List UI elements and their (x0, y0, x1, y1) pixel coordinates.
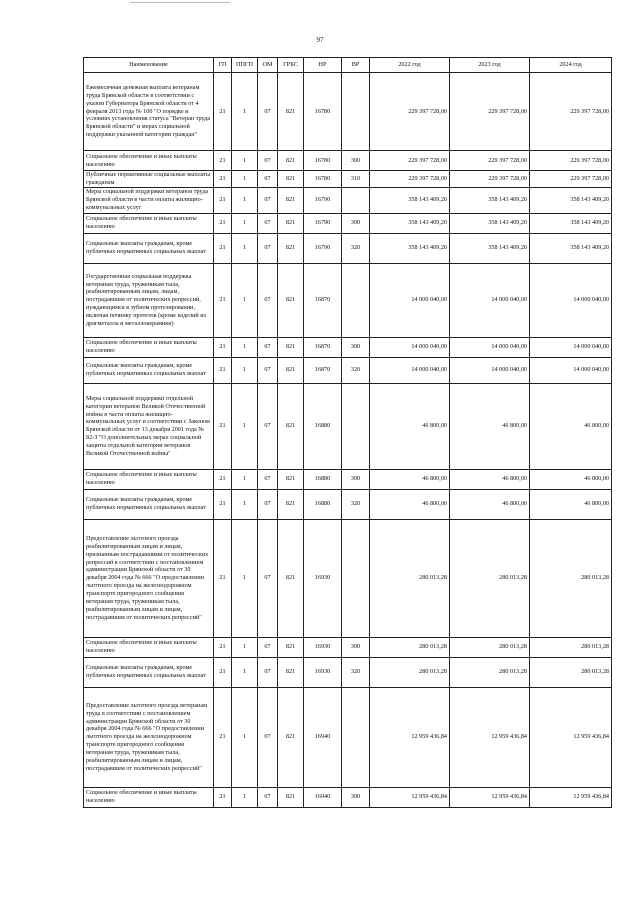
row-gp: 21 (214, 637, 232, 657)
row-ppgp: 1 (232, 171, 258, 188)
row-amount-2024: 46 800,00 (530, 383, 612, 469)
table-row (84, 213, 612, 233)
row-nr: 16780 (304, 171, 342, 188)
row-amount-2023: 46 800,00 (450, 489, 530, 519)
row-amount-2022: 229 397 728,00 (370, 171, 450, 188)
row-gp: 21 (214, 171, 232, 188)
row-name: Социальные выплаты гражданам, кроме публичных нормативных социальных выплат (84, 233, 214, 263)
row-gp: 21 (214, 787, 232, 807)
row-name: Социальные выплаты гражданам, кроме публичных нормативных социальных выплат (84, 657, 214, 687)
row-amount-2024: 12 959 436,84 (530, 787, 612, 807)
row-nr: 16930 (304, 657, 342, 687)
table-row (84, 187, 612, 213)
row-ppgp: 1 (232, 519, 258, 637)
row-name: Социальное обеспечение и иные выплаты населению (84, 787, 214, 807)
row-ppgp: 1 (232, 787, 258, 807)
table-row (84, 383, 612, 469)
row-amount-2024: 280 013,28 (530, 519, 612, 637)
row-nr: 16940 (304, 687, 342, 787)
row-om: 07 (258, 489, 278, 519)
row-om: 07 (258, 233, 278, 263)
row-amount-2024: 229 397 728,00 (530, 73, 612, 151)
row-amount-2023: 358 143 409,20 (450, 187, 530, 213)
row-ppgp: 1 (232, 213, 258, 233)
row-amount-2024: 14 000 040,00 (530, 357, 612, 383)
row-ppgp: 1 (232, 383, 258, 469)
budget-table (83, 57, 612, 808)
table-row (84, 469, 612, 489)
row-om: 07 (258, 337, 278, 357)
row-amount-2022: 280 013,28 (370, 519, 450, 637)
row-grbs: 821 (278, 519, 304, 637)
row-gp: 21 (214, 489, 232, 519)
row-vr (342, 73, 370, 151)
row-ppgp: 1 (232, 187, 258, 213)
row-nr: 16790 (304, 213, 342, 233)
row-om: 07 (258, 469, 278, 489)
row-vr (342, 383, 370, 469)
row-name: Предоставление льготного проезда реабилитированным лицам и лицам, признанным пострадавшими от политических репрессий в соответствии с постановлением администрации Брянской области от 30 декабря 2004 года № 666 "О предоставлении льготного проезда на железнодорожном транспорте пригородного сообщения ветеранам труда, труженикам тыла, реабилитированным лицам и лицам, пострадавшим от политических репрессий" (84, 519, 214, 637)
row-grbs: 821 (278, 213, 304, 233)
row-name: Ежемесячная денежная выплата ветеранам труда Брянской области в соответствии с указом Губернатора Брянской области от 4 февраля 2013 года № 100 "О порядке и условиях установления статуса "Ветеран труда Брянской области" и мерах социальной поддержки указанной категории граждан" (84, 73, 214, 151)
row-amount-2024: 280 013,28 (530, 637, 612, 657)
row-amount-2024: 46 800,00 (530, 489, 612, 519)
row-gp: 21 (214, 687, 232, 787)
row-amount-2024: 14 000 040,00 (530, 337, 612, 357)
row-nr: 16880 (304, 489, 342, 519)
row-om: 07 (258, 187, 278, 213)
row-name: Социальные выплаты гражданам, кроме публичных нормативных социальных выплат (84, 489, 214, 519)
row-vr: 310 (342, 171, 370, 188)
row-grbs: 821 (278, 337, 304, 357)
row-amount-2023: 280 013,28 (450, 519, 530, 637)
row-amount-2022: 12 959 436,84 (370, 687, 450, 787)
table-row (84, 73, 612, 151)
row-ppgp: 1 (232, 657, 258, 687)
row-name: Социальное обеспечение и иные выплаты населению (84, 469, 214, 489)
scan-artifact-line (130, 2, 230, 3)
table-row (84, 263, 612, 337)
table-row (84, 151, 612, 171)
row-name: Социальные выплаты гражданам, кроме публичных нормативных социальных выплат (84, 357, 214, 383)
row-grbs: 821 (278, 263, 304, 337)
row-nr: 16930 (304, 637, 342, 657)
row-amount-2023: 12 959 436,84 (450, 687, 530, 787)
row-ppgp: 1 (232, 337, 258, 357)
row-vr: 300 (342, 637, 370, 657)
row-vr: 300 (342, 151, 370, 171)
row-name: Социальное обеспечение и иные выплаты населению (84, 337, 214, 357)
row-nr: 16940 (304, 787, 342, 807)
row-amount-2024: 358 143 409,20 (530, 213, 612, 233)
row-amount-2023: 12 959 436,84 (450, 787, 530, 807)
row-amount-2023: 358 143 409,20 (450, 233, 530, 263)
row-vr: 320 (342, 357, 370, 383)
table-row (84, 337, 612, 357)
row-grbs: 821 (278, 787, 304, 807)
row-gp: 21 (214, 233, 232, 263)
row-vr: 300 (342, 337, 370, 357)
row-name: Меры социальной поддержки ветеранов труда Брянской области в части оплаты жилищно-коммунальных услуг (84, 187, 214, 213)
row-vr: 300 (342, 787, 370, 807)
row-grbs: 821 (278, 233, 304, 263)
table-row (84, 657, 612, 687)
table-header-row (84, 58, 612, 73)
row-om: 07 (258, 357, 278, 383)
row-amount-2023: 14 000 040,00 (450, 263, 530, 337)
row-gp: 21 (214, 519, 232, 637)
row-amount-2022: 46 800,00 (370, 383, 450, 469)
row-name: Государственная социальная поддержка ветеранам труда, труженикам тыла, реабилитированным лицам, лицам, пострадавшим от политических репрессий, нуждающимся в зубном протезировании, включая починку протезов (кроме изделий из драгметалла и металлокерамики) (84, 263, 214, 337)
row-amount-2022: 358 143 409,20 (370, 233, 450, 263)
row-amount-2022: 358 143 409,20 (370, 213, 450, 233)
row-gp: 21 (214, 337, 232, 357)
row-amount-2023: 46 800,00 (450, 383, 530, 469)
row-grbs: 821 (278, 171, 304, 188)
page-number: 97 (316, 36, 324, 44)
row-nr: 16780 (304, 151, 342, 171)
row-amount-2022: 14 000 040,00 (370, 263, 450, 337)
header-2024: 2024 год (530, 58, 612, 73)
row-vr (342, 519, 370, 637)
row-vr (342, 187, 370, 213)
row-amount-2022: 14 000 040,00 (370, 337, 450, 357)
row-amount-2024: 229 397 728,00 (530, 151, 612, 171)
row-om: 07 (258, 657, 278, 687)
row-name: Предоставление льготного проезда ветеранам труда в соответствии с постановлением администрации Брянской области от 30 декабря 2004 года № 666 "О предоставлении льготного проезда на железнодорожном транспорте пригородного сообщения ветеранам труда, труженикам тыла, реабилитированным лицам и лицам, пострадавшим от политических репрессий" (84, 687, 214, 787)
row-nr: 16790 (304, 187, 342, 213)
row-nr: 16930 (304, 519, 342, 637)
row-grbs: 821 (278, 469, 304, 489)
row-amount-2024: 358 143 409,20 (530, 187, 612, 213)
row-gp: 21 (214, 469, 232, 489)
row-amount-2022: 229 397 728,00 (370, 151, 450, 171)
row-nr: 16870 (304, 357, 342, 383)
row-amount-2022: 14 000 040,00 (370, 357, 450, 383)
header-2023: 2023 год (450, 58, 530, 73)
row-gp: 21 (214, 657, 232, 687)
row-gp: 21 (214, 187, 232, 213)
row-vr (342, 687, 370, 787)
row-amount-2022: 358 143 409,20 (370, 187, 450, 213)
row-nr: 16790 (304, 233, 342, 263)
row-ppgp: 1 (232, 233, 258, 263)
row-nr: 16870 (304, 263, 342, 337)
row-grbs: 821 (278, 357, 304, 383)
row-om: 07 (258, 73, 278, 151)
header-vr: ВР (342, 58, 370, 73)
row-grbs: 821 (278, 687, 304, 787)
table-row (84, 787, 612, 807)
row-nr: 16880 (304, 383, 342, 469)
row-amount-2024: 12 959 436,84 (530, 687, 612, 787)
row-om: 07 (258, 519, 278, 637)
table-row (84, 687, 612, 787)
row-gp: 21 (214, 73, 232, 151)
row-vr: 300 (342, 469, 370, 489)
row-gp: 21 (214, 383, 232, 469)
row-grbs: 821 (278, 489, 304, 519)
row-amount-2024: 280 013,28 (530, 657, 612, 687)
row-amount-2023: 229 397 728,00 (450, 151, 530, 171)
row-name: Меры социальной поддержки отдельной категории ветеранов Великой Отечественной войны в части оплаты жилищно-коммунальных услуг в соответствии с Законом Брянской области от 13 декабря 2001 года № 82-З "О дополнительных мерах социальной защиты отдельной категории ветеранов Великой Отечественной войны" (84, 383, 214, 469)
row-amount-2022: 46 800,00 (370, 489, 450, 519)
row-amount-2023: 280 013,28 (450, 657, 530, 687)
row-amount-2022: 280 013,28 (370, 637, 450, 657)
row-om: 07 (258, 263, 278, 337)
row-vr: 320 (342, 657, 370, 687)
header-grbs: ГРБС (278, 58, 304, 73)
table-row (84, 233, 612, 263)
row-amount-2023: 229 397 728,00 (450, 73, 530, 151)
header-gp: ГП (214, 58, 232, 73)
row-grbs: 821 (278, 73, 304, 151)
row-amount-2022: 12 959 436,84 (370, 787, 450, 807)
row-grbs: 821 (278, 657, 304, 687)
header-2022: 2022 год (370, 58, 450, 73)
row-amount-2024: 229 397 728,00 (530, 171, 612, 188)
row-gp: 21 (214, 357, 232, 383)
row-amount-2023: 358 143 409,20 (450, 213, 530, 233)
row-om: 07 (258, 687, 278, 787)
row-om: 07 (258, 171, 278, 188)
row-name: Социальное обеспечение и иные выплаты населению (84, 213, 214, 233)
header-nr: НР (304, 58, 342, 73)
row-grbs: 821 (278, 383, 304, 469)
row-amount-2023: 14 000 040,00 (450, 337, 530, 357)
table-row (84, 357, 612, 383)
row-amount-2023: 229 397 728,00 (450, 171, 530, 188)
row-vr: 320 (342, 489, 370, 519)
row-vr (342, 263, 370, 337)
row-ppgp: 1 (232, 263, 258, 337)
table-row (84, 519, 612, 637)
row-om: 07 (258, 151, 278, 171)
row-amount-2024: 358 143 409,20 (530, 233, 612, 263)
table-row (84, 637, 612, 657)
row-nr: 16780 (304, 73, 342, 151)
header-om: ОМ (258, 58, 278, 73)
table-row (84, 489, 612, 519)
row-amount-2024: 14 000 040,00 (530, 263, 612, 337)
row-ppgp: 1 (232, 489, 258, 519)
header-name: Наименование (84, 58, 214, 73)
row-nr: 16880 (304, 469, 342, 489)
row-amount-2023: 46 800,00 (450, 469, 530, 489)
row-grbs: 821 (278, 151, 304, 171)
row-ppgp: 1 (232, 469, 258, 489)
table-row (84, 171, 612, 188)
row-vr: 320 (342, 233, 370, 263)
row-ppgp: 1 (232, 151, 258, 171)
row-amount-2023: 280 013,28 (450, 637, 530, 657)
row-ppgp: 1 (232, 687, 258, 787)
row-name: Социальное обеспечение и иные выплаты населению (84, 151, 214, 171)
row-amount-2022: 229 397 728,00 (370, 73, 450, 151)
row-nr: 16870 (304, 337, 342, 357)
row-grbs: 821 (278, 637, 304, 657)
row-ppgp: 1 (232, 637, 258, 657)
row-om: 07 (258, 383, 278, 469)
table-body (84, 73, 612, 808)
row-ppgp: 1 (232, 73, 258, 151)
row-om: 07 (258, 637, 278, 657)
row-gp: 21 (214, 213, 232, 233)
row-om: 07 (258, 213, 278, 233)
row-name: Публичные нормативные социальные выплаты гражданам (84, 171, 214, 188)
row-amount-2022: 280 013,28 (370, 657, 450, 687)
row-gp: 21 (214, 263, 232, 337)
row-ppgp: 1 (232, 357, 258, 383)
row-om: 07 (258, 787, 278, 807)
row-amount-2023: 14 000 040,00 (450, 357, 530, 383)
row-amount-2022: 46 800,00 (370, 469, 450, 489)
row-name: Социальное обеспечение и иные выплаты населению (84, 637, 214, 657)
row-amount-2024: 46 800,00 (530, 469, 612, 489)
row-gp: 21 (214, 151, 232, 171)
header-ppgp: ППГП (232, 58, 258, 73)
row-vr: 300 (342, 213, 370, 233)
row-grbs: 821 (278, 187, 304, 213)
